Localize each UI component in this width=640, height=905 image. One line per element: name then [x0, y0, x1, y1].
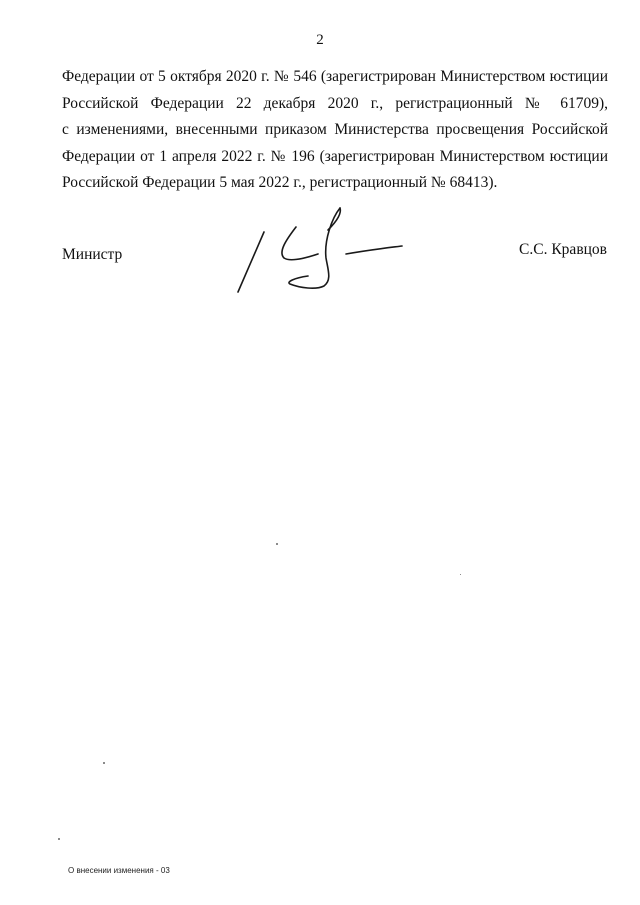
scan-speck — [103, 762, 105, 764]
body-line-1: Федерации от 5 октября 2020 г. № 546 (зарегистрирован Министерством юстиции — [62, 68, 608, 85]
body-line-5: Российской Федерации 5 мая 2022 г., регистрационный № 68413). — [62, 174, 498, 191]
minister-name: С.С. Кравцов — [519, 241, 607, 258]
body-line-4: Федерации от 1 апреля 2022 г. № 196 (зарегистрирован Министерством юстиции — [62, 147, 608, 165]
footer-document-code: О внесении изменения - 03 — [68, 866, 170, 875]
minister-title: Министр — [62, 246, 123, 263]
body-paragraph — [62, 64, 608, 197]
handwritten-signature — [228, 200, 408, 300]
body-line-2: Российской Федерации 22 декабря 2020 г., регистрационный № 61709), — [62, 94, 608, 112]
scan-speck — [58, 838, 60, 840]
scan-speck — [276, 543, 278, 545]
body-line-3: с изменениями, внесенными приказом Министерства просвещения Российской — [62, 121, 608, 138]
scan-speck — [460, 574, 461, 575]
page-number: 2 — [316, 32, 324, 48]
